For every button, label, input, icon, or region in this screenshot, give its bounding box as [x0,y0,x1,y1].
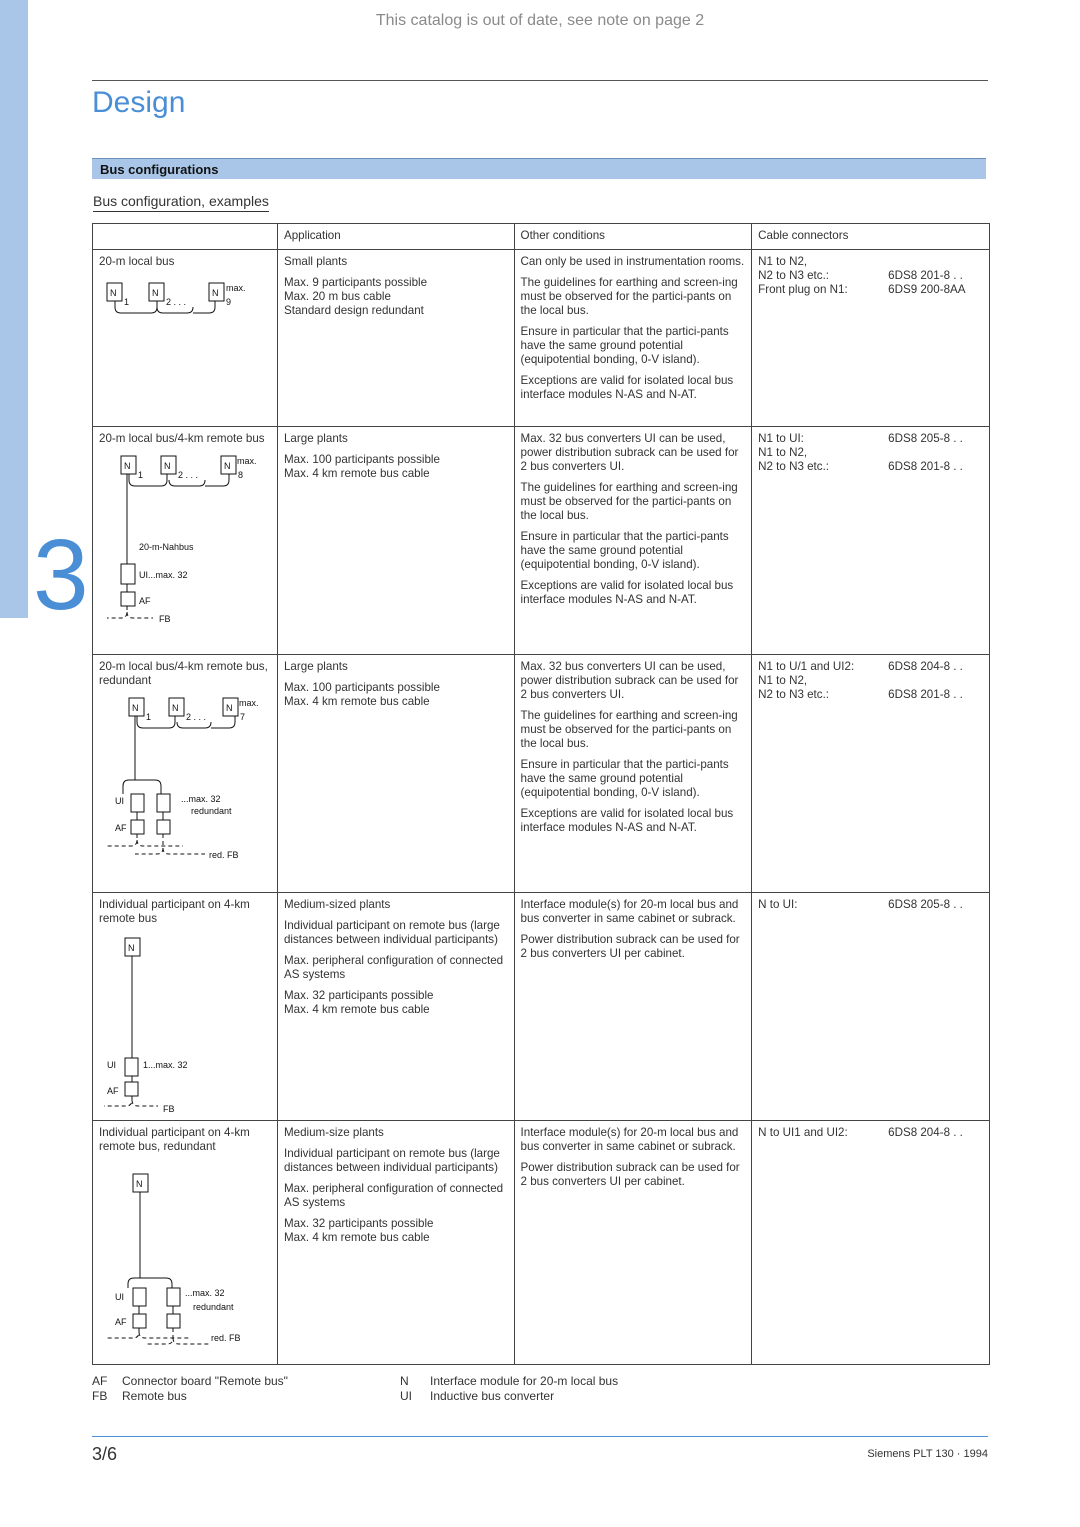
connector-part: 6DS8 201-8 . . [888,269,963,282]
connector-part: 6DS8 204-8 . . [888,1126,963,1139]
diagram-ui-label: UI [107,1060,116,1070]
conditions-cell [514,893,752,1121]
conditions-cell [514,655,752,893]
bus-diagram [99,694,269,879]
diagram-nahbus-label: 20-m-Nahbus [139,542,194,552]
connectors-cell [752,427,990,655]
table-row [93,427,990,655]
connector-from: N2 to N3 etc.: [758,460,830,473]
condition-item: Exceptions are valid for isolated local bus interface modules N-AS and N-AT. [520,579,734,606]
application-item: Medium-size plants [283,1126,384,1139]
diagram-fb-label: FB [159,614,171,624]
diagram-af-label: AF [115,1317,127,1327]
connector-from: N2 to N3 etc.: [758,688,830,701]
config-cell [93,893,278,1121]
legend-abbr: N [400,1374,409,1388]
diagram-ui-label: UI [115,796,124,806]
application-item: Max. 32 participants possible Max. 4 km remote bus cable [283,1217,434,1244]
diagram-index: 1 [138,470,144,480]
footer-publication: Siemens PLT 130 · 1994 [867,1448,988,1460]
header-application: Application [277,224,514,250]
config-cell [93,427,278,655]
diagram-af-label: AF [115,823,127,833]
side-band [0,0,28,618]
application-item: Max. 100 participants possible Max. 4 km remote bus cable [283,453,440,480]
diagram-ui-max-label: 1...max. 32 [143,1060,188,1070]
diagram-af-label: AF [139,596,151,606]
condition-item: Interface module(s) for 20-m local bus and bus converter in same cabinet or subrack. [520,898,739,925]
conditions-cell [514,250,752,427]
application-item: Max. 9 participants possible Max. 20 m bus cable Standard design redundant [283,276,428,317]
connectors-cell [752,893,990,1121]
condition-item: Exceptions are valid for isolated local bus interface modules N-AS and N-AT. [520,807,734,834]
application-item: Large plants [283,660,348,673]
diagram-index: 1 [146,712,152,722]
header-rule [92,80,988,81]
application-cell [277,427,514,655]
connector-from: N1 to N2, [758,446,808,459]
diagram-n-label: N [226,703,233,713]
config-label: 20-m local bus/4-km remote bus [99,432,265,445]
legend-desc: Remote bus [122,1389,187,1403]
legend-desc: Interface module for 20-m local bus [430,1374,619,1388]
diagram-max-label: max. [226,283,246,293]
connector-from: N1 to U/1 and UI2: [758,660,855,673]
application-item: Small plants [283,255,348,268]
connector-from: Front plug on N1: [758,283,848,296]
application-cell [277,893,514,1121]
legend-desc: Inductive bus converter [430,1389,555,1403]
diagram-ui-max-label: ...max. 32 [181,794,221,804]
diagram-ui-label: UI...max. 32 [139,570,188,580]
bus-diagram [99,275,269,325]
connectors-cell [752,655,990,893]
legend-abbr: AF [92,1374,108,1388]
page-number: 3/6 [92,1444,118,1464]
bus-diagram [99,1160,269,1345]
condition-item: Can only be used in instrumentation rooms. [520,255,745,268]
legend-abbr: FB [92,1389,108,1403]
condition-item: Interface module(s) for 20-m local bus and bus converter in same cabinet or subrack. [520,1126,739,1153]
condition-item: The guidelines for earthing and screen-ing must be observed for the partici-pants on the local bus. [520,709,738,750]
application-cell [277,250,514,427]
chapter-number: 3 [33,519,89,631]
table-row [93,655,990,893]
table-row [93,1121,990,1365]
header-connectors: Cable connectors [752,224,990,250]
connector-from: N2 to N3 etc.: [758,269,830,282]
footer-rule [92,1436,988,1437]
config-label: 20-m local bus [99,255,175,268]
table-header-row [93,224,990,250]
diagram-fb-label: FB [163,1104,175,1112]
diagram-n-label: N [164,461,171,471]
section-bar [92,158,986,179]
connector-part: 6DS8 201-8 . . [888,688,963,701]
diagram-n-label: N [110,288,117,298]
connectors-cell [752,1121,990,1365]
connector-from: N to UI1 and UI2: [758,1126,848,1139]
diagram-index: 2 . . . [166,297,187,307]
conditions-cell [514,1121,752,1365]
legend-row [92,1374,618,1389]
diagram-n-label: N [136,1179,143,1189]
section-title: Bus configurations [100,162,219,177]
diagram-n-label: N [172,703,179,713]
connector-part: 6DS8 205-8 . . [888,432,963,445]
condition-item: Power distribution subrack can be used for 2 bus converters UI per cabinet. [520,933,740,960]
header-note: This catalog is out of date, see note on page 2 [375,12,705,29]
connectors-cell [752,250,990,427]
application-item: Large plants [283,432,348,445]
condition-item: Ensure in particular that the partici-pants have the same ground potential (equipotential bonding, 0-V island). [520,530,729,571]
application-cell [277,1121,514,1365]
diagram-n-label: N [212,288,219,298]
diagram-ui-label: UI [115,1292,124,1302]
header-conditions: Other conditions [514,224,752,250]
connector-from: N1 to N2, [758,255,808,268]
page-title: Design [92,86,186,119]
diagram-index: 7 [240,712,246,722]
condition-item: The guidelines for earthing and screen-ing must be observed for the partici-pants on the local bus. [520,276,738,317]
legend-desc: Connector board "Remote bus" [122,1374,288,1388]
connector-part [888,674,983,688]
condition-item: Ensure in particular that the partici-pants have the same ground potential (equipotential bonding, 0-V island). [520,325,729,366]
diagram-index: 8 [238,470,244,480]
diagram-redundant-label: redundant [191,806,232,816]
legend-abbr: UI [400,1389,412,1403]
header-config [93,224,278,250]
subtitle: Bus configuration, examples [93,193,269,212]
conditions-cell [514,427,752,655]
condition-item: Ensure in particular that the partici-pants have the same ground potential (equipotential bonding, 0-V island). [520,758,729,799]
connector-part: 6DS8 201-8 . . [888,460,963,473]
table-row [93,893,990,1121]
connector-part: 6DS8 204-8 . . [888,660,963,673]
config-label: 20-m local bus/4-km remote bus, redundant [99,660,268,687]
application-item: Medium-sized plants [283,898,391,911]
application-item: Individual participant on remote bus (large distances between individual participants) [283,1147,500,1174]
diagram-ui-max-label: ...max. 32 [185,1288,225,1298]
diagram-index: 9 [226,297,232,307]
connector-part [888,446,983,460]
diagram-index: 2 . . . [178,470,199,480]
config-cell [93,1121,278,1365]
table-row [93,250,990,427]
legend-row [92,1389,618,1404]
bus-diagram [99,932,269,1112]
application-item: Individual participant on remote bus (large distances between individual participants) [283,919,500,946]
bus-config-table [92,223,990,1365]
condition-item: Max. 32 bus converters UI can be used, power distribution subrack can be used for 2 bus converters UI. [520,432,739,473]
condition-item: Exceptions are valid for isolated local bus interface modules N-AS and N-AT. [520,374,734,401]
config-cell [93,250,278,427]
application-item: Max. 32 participants possible Max. 4 km remote bus cable [283,989,434,1016]
config-cell [93,655,278,893]
condition-item: Max. 32 bus converters UI can be used, power distribution subrack can be used for 2 bus converters UI. [520,660,739,701]
diagram-max-label: max. [237,456,257,466]
diagram-n-label: N [152,288,159,298]
condition-item: The guidelines for earthing and screen-ing must be observed for the partici-pants on the local bus. [520,481,738,522]
condition-item: Power distribution subrack can be used for 2 bus converters UI per cabinet. [520,1161,740,1188]
config-label: Individual participant on 4-km remote bus, redundant [99,1126,250,1153]
diagram-af-label: AF [107,1086,119,1096]
connector-part [888,255,983,269]
diagram-n-label: N [132,703,139,713]
application-item: Max. peripheral configuration of connected AS systems [283,1182,504,1209]
connector-from: N1 to UI: [758,432,804,445]
application-item: Max. peripheral configuration of connected AS systems [283,954,504,981]
bus-diagram [99,452,269,632]
bus-diagram-footer [99,1331,269,1347]
config-label: Individual participant on 4-km remote bus [99,898,250,925]
diagram-index: 2 . . . [186,712,207,722]
connector-part: 6DS9 200-8AA [888,283,966,296]
legend [92,1374,618,1404]
connector-part: 6DS8 205-8 . . [888,898,963,911]
connector-from: N1 to N2, [758,674,808,687]
diagram-n-label: N [128,943,135,953]
application-cell [277,655,514,893]
diagram-index: 1 [124,297,130,307]
diagram-redundant-label: redundant [193,1302,234,1312]
diagram-fb-label: red. FB [211,1333,241,1343]
diagram-n-label: N [124,461,131,471]
connector-from: N to UI: [758,898,798,911]
diagram-max-label: max. [239,698,259,708]
diagram-fb-label: red. FB [209,850,239,860]
diagram-n-label: N [224,461,231,471]
application-item: Max. 100 participants possible Max. 4 km remote bus cable [283,681,440,708]
